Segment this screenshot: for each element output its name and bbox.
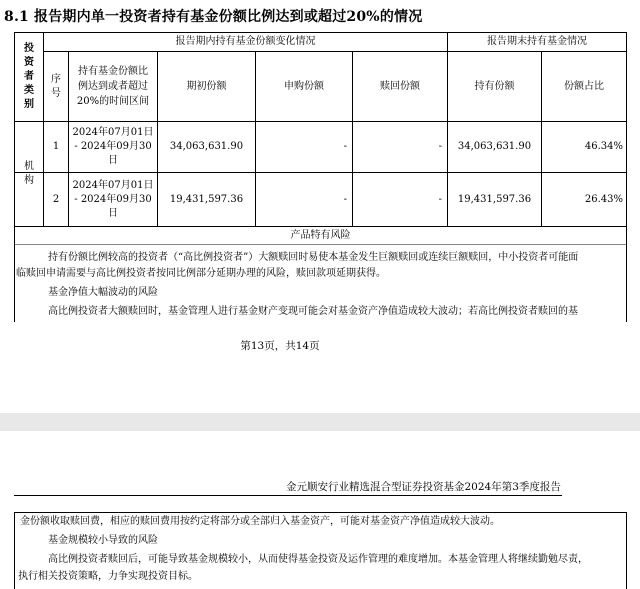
row-ratio: 26.43% xyxy=(584,193,623,205)
risk-title: 产品特有风险 xyxy=(290,229,351,241)
row-seq: 2 xyxy=(52,193,60,205)
col-header-seq-part: 号 xyxy=(51,87,61,99)
col-header-begin: 期初份额 xyxy=(186,80,227,92)
category-char: 机 xyxy=(24,161,34,172)
risk-subtitle: 基金净值大幅波动的风险 xyxy=(48,287,158,298)
header-rule xyxy=(14,495,562,496)
section-title: 8.1 报告期内单一投资者持有基金份额比例达到或超过20%的情况 xyxy=(4,9,423,25)
risk-paragraph-line: 临赎回申请需要与高比例投资者按同比例部分延期办理的风险，赎回款项延期获得。 xyxy=(16,268,386,279)
row-subscribe: - xyxy=(343,141,347,152)
col-header-interval-line: 例达到或者超过 xyxy=(78,81,148,92)
investor-type-header xyxy=(15,33,43,121)
row-seq: 1 xyxy=(52,141,60,152)
investor-type-char: 者 xyxy=(24,71,34,82)
row-interval-line: - 2024年09月30 xyxy=(74,141,152,152)
row-interval xyxy=(69,173,157,226)
col-header-subscribe: 申购份额 xyxy=(284,80,324,92)
row-begin: 34,063,631.90 xyxy=(169,141,244,152)
risk-subtitle: 基金规模较小导致的风险 xyxy=(48,535,158,546)
row-interval-line: 2024年07月01日 xyxy=(72,127,154,138)
risk-paragraph-line: 金份额收取赎回费，相应的赎回费用按约定将部分或全部归入基金资产，可能对基金资产净值造成较大波动。 xyxy=(20,516,500,527)
col-header-redeem: 赎回份额 xyxy=(380,80,420,92)
risk-paragraph-line: 执行相关投资策略，力争实现投资目标。 xyxy=(18,571,198,582)
row-begin: 19,431,597.36 xyxy=(169,193,244,205)
col-header-interval-line: 持有基金份额比 xyxy=(78,66,148,77)
col-header-ratio: 份额占比 xyxy=(564,80,604,92)
risk-paragraph-line: 高比例投资者大额赎回时，基金管理人进行基金财产变现可能会对基金资产净值造成较大波动；若高比例投资者赎回的基 xyxy=(48,306,578,317)
row-ratio: 46.34% xyxy=(584,141,623,152)
category-char: 构 xyxy=(24,175,34,186)
category-institution xyxy=(15,122,43,226)
row-redeem: - xyxy=(438,141,442,152)
report-header: 金元顺安行业精选混合型证券投资基金2024年第3季度报告 xyxy=(286,481,561,493)
col-header-interval xyxy=(69,52,157,121)
group-header-end: 报告期末持有基金情况 xyxy=(487,36,587,47)
group-header-change: 报告期内持有基金份额变化情况 xyxy=(175,36,316,47)
page-number: 第13页，共14页 xyxy=(240,340,320,352)
row-interval-line: 日 xyxy=(108,207,118,219)
row-holding: 34,063,631.90 xyxy=(457,141,532,152)
row-holding: 19,431,597.36 xyxy=(457,193,532,205)
page-gap xyxy=(0,413,640,431)
col-header-interval-line: 20%的时间区间 xyxy=(76,96,150,107)
col-header-seq xyxy=(44,52,68,121)
row-interval-line: 日 xyxy=(108,155,118,166)
investor-type-char: 类 xyxy=(24,85,34,96)
col-header-holding: 持有份额 xyxy=(474,80,515,92)
investor-type-char: 投 xyxy=(24,43,34,54)
row-redeem: - xyxy=(438,193,442,205)
row-interval-line: - 2024年09月30 xyxy=(74,193,152,205)
row-interval xyxy=(69,122,157,172)
row-interval-line: 2024年07月01日 xyxy=(72,179,154,191)
investor-type-char: 资 xyxy=(24,57,34,68)
row-subscribe: - xyxy=(343,193,347,205)
risk-paragraph-line: 持有份额比例较高的投资者（“高比例投资者”）大额赎回时易使本基金发生巨额赎回或连续巨额赎回，中小投资者可能面 xyxy=(48,252,579,263)
col-header-seq-part: 序 xyxy=(51,73,61,85)
risk-paragraph-line: 高比例投资者赎回后，可能导致基金规模较小，从而使得基金投资及运作管理的难度增加。本基金管理人将继续勤勉尽责， xyxy=(48,554,588,565)
investor-type-char: 别 xyxy=(24,99,34,110)
